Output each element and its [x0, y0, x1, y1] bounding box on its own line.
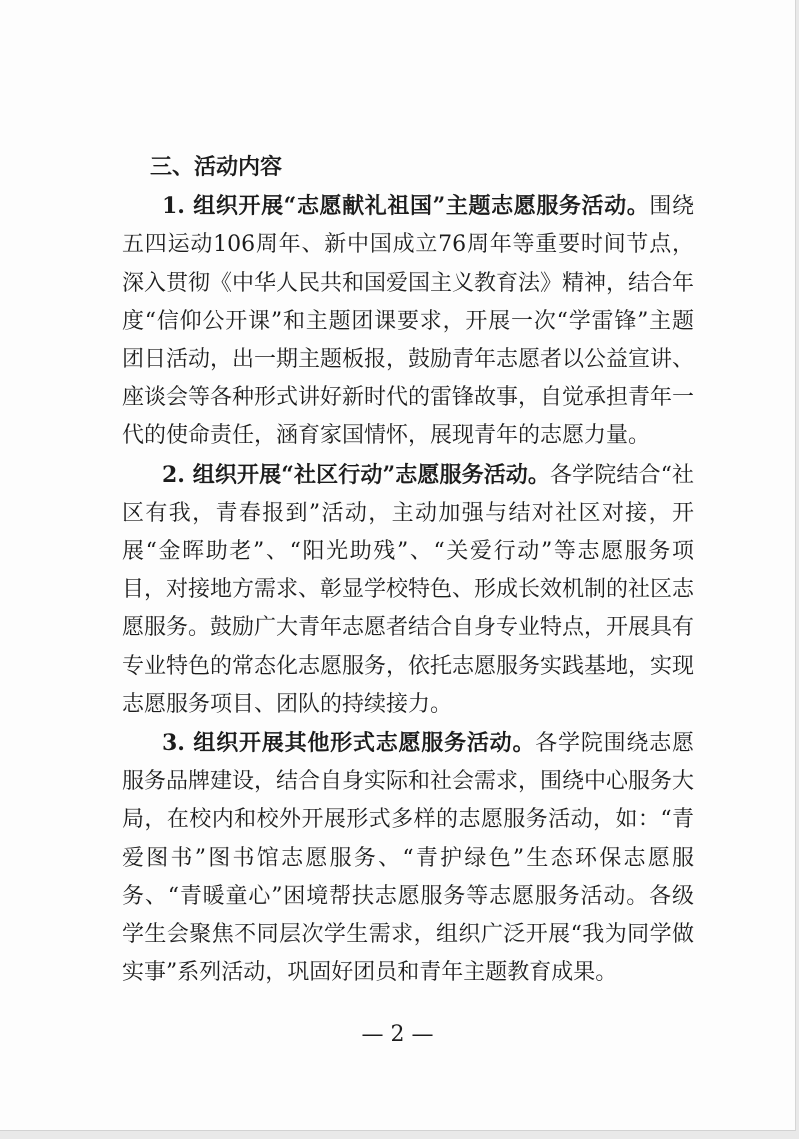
item-2-title: 2. 组织开展“社区行动”志愿服务活动。 — [162, 461, 551, 488]
page-number: — 2 — — [361, 1022, 434, 1047]
paragraph-item-3 — [122, 724, 694, 992]
paragraph-item-1 — [122, 187, 694, 455]
item-3-title: 3. 组织开展其他形式志愿服务活动。 — [162, 730, 536, 757]
item-1-body: 围绕五四运动106周年、新中国成立76周年等重要时间节点，深入贯彻《中华人民共和国爱国主义教育法》精神，结合年度“信仰公开课”和主题团课要求，开展一次“学雷锋”主题团日活动，出一期主题板报，鼓励青年志愿者以公益宣讲、座谈会等各种形式讲好新时代的雷锋故事，自觉承担青年一代的使命责任，涵育家国情怀，展现青年的志愿力量。 — [122, 194, 695, 449]
section-heading: 三、活动内容 — [150, 155, 283, 180]
paragraph-item-2 — [122, 456, 694, 724]
item-1-title: 1. 组织开展“志愿献礼祖国”主题志愿服务活动。 — [162, 193, 650, 220]
item-2-body: 各学院结合“社区有我，青春报到”活动，主动加强与结对社区对接，开展“金晖助老”、“阳光助残”、“关爱行动”等志愿服务项目，对接地方需求、彰显学校特色、形成长效机制的社区志愿服务。鼓励广大青年志愿者结合自身专业特点，开展具有专业特色的常态化志愿服务，依托志愿服务实践基地，实现志愿服务项目、团队的持续接力。 — [122, 462, 695, 717]
item-3-body: 各学院围绕志愿服务品牌建设，结合自身实际和社会需求，围绕中心服务大局，在校内和校外开展形式多样的志愿服务活动，如：“青爱图书”图书馆志愿服务、“青护绿色”生态环保志愿服务、“青暖童心”困境帮扶志愿服务等志愿服务活动。各级学生会聚焦不同层次学生需求，组织广泛开展“我为同学做实事”系列活动，巩固好团员和青年主题教育成果。 — [122, 731, 695, 986]
page-content — [122, 149, 694, 992]
